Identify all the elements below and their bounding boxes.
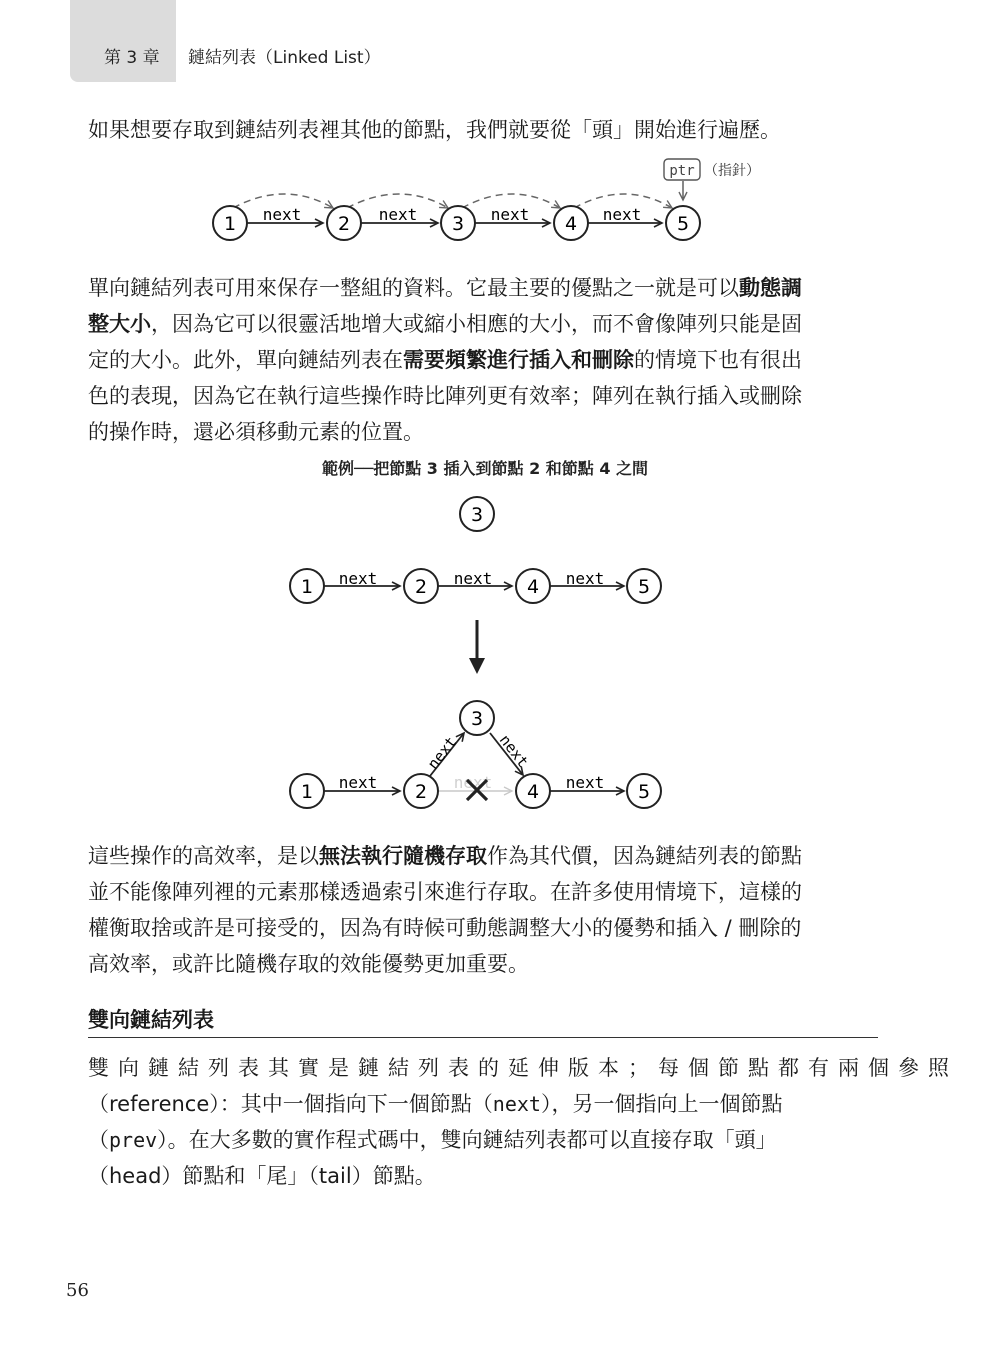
text-line: 色的表現，因為它在執行這些操作時比陣列更有效率；陣列在執行插入或刪除 bbox=[88, 384, 802, 408]
text-line bbox=[88, 1122, 880, 1158]
next-label: next bbox=[338, 569, 378, 588]
node-label: 5 bbox=[637, 576, 651, 598]
next-label: next bbox=[423, 733, 461, 773]
bold-text: 整大小 bbox=[88, 311, 151, 336]
node-label: 2 bbox=[414, 576, 428, 598]
text-run: （ bbox=[88, 1128, 109, 1152]
text-line: 高效率，或許比隨機存取的效能優勢更加重要。 bbox=[88, 952, 529, 976]
node-label: 3 bbox=[470, 708, 484, 730]
ptr-note: （指針） bbox=[704, 163, 760, 179]
text-run: （reference）：其中一個指向下一個節點（ bbox=[88, 1092, 493, 1116]
text-line: 權衡取捨或許是可接受的，因為有時候可動態調整大小的優勢和插入 / 刪除的 bbox=[88, 916, 802, 940]
text-line: 雙向鏈結列表其實是鏈結列表的延伸版本；每個節點都有兩個參照 bbox=[88, 1056, 958, 1080]
next-label: next bbox=[262, 205, 302, 224]
node-label: 4 bbox=[564, 213, 578, 235]
text-line bbox=[88, 306, 880, 342]
chapter-title: 鏈結列表（Linked List） bbox=[188, 48, 381, 68]
node-label: 4 bbox=[526, 781, 540, 803]
chapter-number: 第 3 章 bbox=[104, 48, 160, 68]
next-label: next bbox=[495, 731, 533, 771]
ptr-label: ptr bbox=[669, 163, 695, 179]
text-line bbox=[88, 270, 880, 306]
removed-next-label: next bbox=[453, 773, 493, 792]
page-number: 56 bbox=[66, 1280, 89, 1301]
next-label: next bbox=[378, 205, 418, 224]
text-line bbox=[88, 1086, 880, 1122]
text-run: 這些操作的高效率，是以 bbox=[88, 844, 319, 868]
paragraph-random-access bbox=[88, 838, 880, 982]
text-run: ），另一個指向上一個節點 bbox=[540, 1092, 783, 1116]
node-label: 2 bbox=[414, 781, 428, 803]
node-label: 5 bbox=[637, 781, 651, 803]
text-line: 並不能像陣列裡的元素那樣透過索引來進行存取。在許多使用情境下，這樣的 bbox=[88, 880, 802, 904]
insertion-diagram bbox=[0, 490, 1000, 820]
bold-text: 動態調 bbox=[739, 275, 802, 300]
node-label: 3 bbox=[470, 504, 484, 526]
next-label: next bbox=[565, 773, 605, 792]
code-text: next bbox=[492, 1092, 541, 1116]
node-label: 1 bbox=[300, 576, 314, 598]
node-label: 2 bbox=[337, 213, 351, 235]
text-line: 如果想要存取到鏈結列表裡其他的節點，我們就要從「頭」開始進行遍歷。 bbox=[88, 118, 781, 142]
node-label: 1 bbox=[300, 781, 314, 803]
code-text: prev bbox=[109, 1128, 158, 1152]
section-rule bbox=[88, 1037, 878, 1038]
text-run: ，因為它可以很靈活地增大或縮小相應的大小，而不會像陣列只能是固 bbox=[151, 312, 802, 336]
paragraph-traversal bbox=[88, 112, 880, 148]
node-label: 4 bbox=[526, 576, 540, 598]
text-run: 定的大小。此外，單向鏈結列表在 bbox=[88, 348, 403, 372]
text-run: 作為其代價，因為鏈結列表的節點 bbox=[487, 844, 802, 868]
text-line bbox=[88, 838, 880, 874]
next-label: next bbox=[565, 569, 605, 588]
section-heading: 雙向鏈結列表 bbox=[88, 1008, 214, 1032]
bold-text: 無法執行隨機存取 bbox=[319, 843, 487, 868]
next-label: next bbox=[602, 205, 642, 224]
paragraph-singly-linked bbox=[88, 270, 880, 450]
text-run: ）。在大多數的實作程式碼中，雙向鏈結列表都可以直接存取「頭」 bbox=[157, 1128, 777, 1152]
text-line: 的操作時，還必須移動元素的位置。 bbox=[88, 420, 424, 444]
next-label: next bbox=[490, 205, 530, 224]
figure-caption: 範例──把節點 3 插入到節點 2 和節點 4 之間 bbox=[321, 459, 649, 478]
node-label: 5 bbox=[676, 213, 690, 235]
text-run: 的情境下也有很出 bbox=[634, 348, 802, 372]
bold-text: 需要頻繁進行插入和刪除 bbox=[403, 347, 634, 372]
paragraph-doubly-linked bbox=[88, 1050, 958, 1194]
next-label: next bbox=[453, 569, 493, 588]
next-label: next bbox=[338, 773, 378, 792]
text-line: （head）節點和「尾」（tail）節點。 bbox=[88, 1164, 436, 1188]
node-label: 1 bbox=[223, 213, 237, 235]
node-label: 3 bbox=[451, 213, 465, 235]
traversal-diagram bbox=[0, 150, 1000, 250]
text-run: 單向鏈結列表可用來保存一整組的資料。它最主要的優點之一就是可以 bbox=[88, 276, 739, 300]
text-line bbox=[88, 342, 880, 378]
